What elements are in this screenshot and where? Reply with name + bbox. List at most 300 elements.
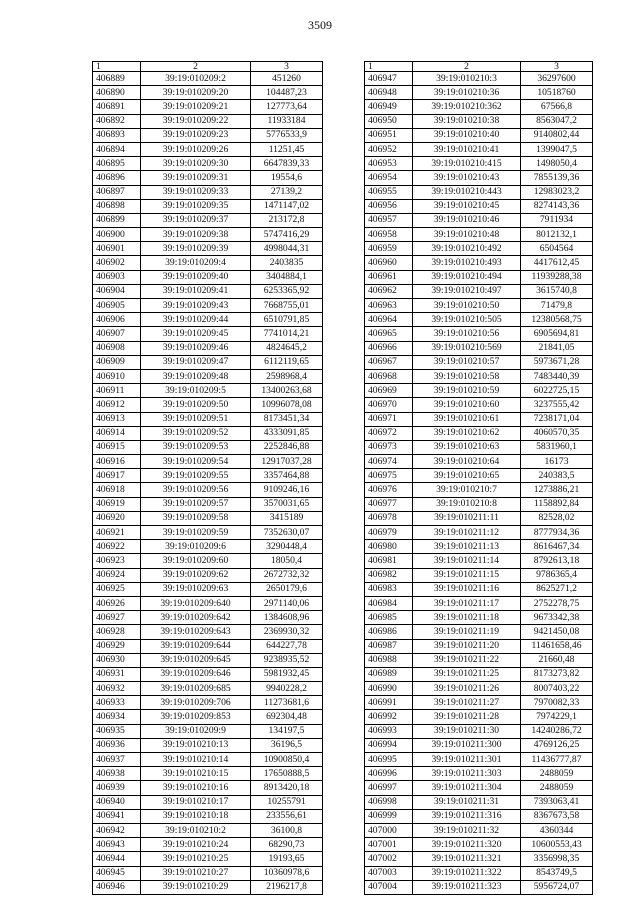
table-row <box>93 384 323 398</box>
cadastral-number: 39:19:010210:505 <box>413 313 521 327</box>
table-row <box>365 767 593 781</box>
table-row <box>93 696 323 710</box>
cadastral-value: 4417612,45 <box>521 256 593 270</box>
cadastral-value: 7483440,39 <box>521 369 593 383</box>
cadastral-number: 39:19:010211:20 <box>413 639 521 653</box>
table-row <box>365 426 593 440</box>
cadastral-number: 39:19:010210:60 <box>413 398 521 412</box>
row-number: 406904 <box>93 284 141 298</box>
row-number: 406965 <box>365 327 413 341</box>
table-row <box>93 554 323 568</box>
cadastral-value: 18050,4 <box>251 554 323 568</box>
cadastral-value: 8543749,5 <box>521 866 593 880</box>
cadastral-number: 39:19:010211:27 <box>413 696 521 710</box>
cadastral-value: 1158892,84 <box>521 497 593 511</box>
cadastral-number: 39:19:010209:58 <box>141 511 251 525</box>
row-number: 406931 <box>93 667 141 681</box>
table-row <box>365 384 593 398</box>
table-row <box>365 596 593 610</box>
cadastral-value: 11939288,38 <box>521 270 593 284</box>
row-number: 406957 <box>365 213 413 227</box>
cadastral-number: 39:19:010210:38 <box>413 114 521 128</box>
row-number: 406967 <box>365 355 413 369</box>
row-number: 406921 <box>93 526 141 540</box>
cadastral-number: 39:19:010211:25 <box>413 667 521 681</box>
cadastral-number: 39:19:010209:63 <box>141 582 251 596</box>
row-number: 406901 <box>93 242 141 256</box>
cadastral-value: 6647839,33 <box>251 157 323 171</box>
row-number: 406944 <box>93 852 141 866</box>
cadastral-number: 39:19:010209:56 <box>141 483 251 497</box>
cadastral-value: 104487,23 <box>251 86 323 100</box>
cadastral-number: 39:19:010210:25 <box>141 852 251 866</box>
row-number: 406984 <box>365 596 413 610</box>
table-row <box>93 710 323 724</box>
cadastral-number: 39:19:010211:12 <box>413 526 521 540</box>
table-row <box>93 256 323 270</box>
cadastral-value: 9421450,08 <box>521 625 593 639</box>
table-row <box>365 72 593 86</box>
row-number: 406926 <box>93 596 141 610</box>
cadastral-number: 39:19:010210:41 <box>413 142 521 156</box>
cadastral-value: 10900850,4 <box>251 753 323 767</box>
cadastral-number: 39:19:010210:494 <box>413 270 521 284</box>
cadastral-value: 3237555,42 <box>521 398 593 412</box>
table-row <box>365 582 593 596</box>
row-number: 406932 <box>93 682 141 696</box>
cadastral-number: 39:19:010209:62 <box>141 568 251 582</box>
row-number: 406980 <box>365 540 413 554</box>
cadastral-number: 39:19:010211:28 <box>413 710 521 724</box>
cadastral-value: 67566,8 <box>521 100 593 114</box>
cadastral-number: 39:19:010210:40 <box>413 128 521 142</box>
row-number: 406954 <box>365 171 413 185</box>
table-row <box>365 540 593 554</box>
table-row <box>365 440 593 454</box>
cadastral-number: 39:19:010209:4 <box>141 256 251 270</box>
row-number: 406986 <box>365 625 413 639</box>
cadastral-value: 11461658,46 <box>521 639 593 653</box>
cadastral-number: 39:19:010210:59 <box>413 384 521 398</box>
row-number: 406934 <box>93 710 141 724</box>
cadastral-table-left <box>92 61 323 895</box>
row-number: 406922 <box>93 540 141 554</box>
cadastral-value: 2650179,6 <box>251 582 323 596</box>
row-number: 406949 <box>365 100 413 114</box>
cadastral-number: 39:19:010209:41 <box>141 284 251 298</box>
column-header-3: 3 <box>521 62 593 72</box>
table-row <box>93 455 323 469</box>
cadastral-value: 10996078,08 <box>251 398 323 412</box>
table-row <box>93 497 323 511</box>
table-row <box>93 625 323 639</box>
cadastral-value: 233556,61 <box>251 809 323 823</box>
table-row <box>365 667 593 681</box>
row-number: 406897 <box>93 185 141 199</box>
cadastral-value: 8173273,82 <box>521 667 593 681</box>
row-number: 406964 <box>365 313 413 327</box>
table-row <box>93 185 323 199</box>
cadastral-value: 13400263,68 <box>251 384 323 398</box>
cadastral-value: 3356998,35 <box>521 852 593 866</box>
cadastral-number: 39:19:010209:51 <box>141 412 251 426</box>
cadastral-number: 39:19:010209:642 <box>141 611 251 625</box>
table-row <box>93 270 323 284</box>
row-number: 406923 <box>93 554 141 568</box>
table-row <box>93 880 323 894</box>
table-row <box>365 568 593 582</box>
table-row <box>365 157 593 171</box>
table-row <box>365 738 593 752</box>
cadastral-value: 7741014,21 <box>251 327 323 341</box>
row-number: 406891 <box>93 100 141 114</box>
table-row <box>365 313 593 327</box>
table-row <box>365 355 593 369</box>
cadastral-value: 8367673,58 <box>521 809 593 823</box>
cadastral-number: 39:19:010209:853 <box>141 710 251 724</box>
row-number: 406951 <box>365 128 413 142</box>
cadastral-number: 39:19:010209:43 <box>141 299 251 313</box>
cadastral-number: 39:19:010211:17 <box>413 596 521 610</box>
cadastral-value: 3404884,1 <box>251 270 323 284</box>
table-row <box>93 823 323 837</box>
row-number: 406924 <box>93 568 141 582</box>
cadastral-number: 39:19:010209:52 <box>141 426 251 440</box>
row-number: 406918 <box>93 483 141 497</box>
table-row <box>365 86 593 100</box>
row-number: 406999 <box>365 809 413 823</box>
row-number: 406981 <box>365 554 413 568</box>
cadastral-number: 39:19:010209:47 <box>141 355 251 369</box>
cadastral-value: 4060570,35 <box>521 426 593 440</box>
row-number: 407000 <box>365 823 413 837</box>
row-number: 406927 <box>93 611 141 625</box>
cadastral-value: 5776533,9 <box>251 128 323 142</box>
cadastral-number: 39:19:010211:300 <box>413 738 521 752</box>
cadastral-number: 39:19:010210:24 <box>141 838 251 852</box>
cadastral-value: 4824645,2 <box>251 341 323 355</box>
table-row <box>93 866 323 880</box>
table-row <box>365 838 593 852</box>
table-row <box>365 526 593 540</box>
table-row <box>93 540 323 554</box>
table-row <box>93 795 323 809</box>
cadastral-number: 39:19:010210:46 <box>413 213 521 227</box>
cadastral-number: 39:19:010211:321 <box>413 852 521 866</box>
table-row <box>365 398 593 412</box>
cadastral-number: 39:19:010209:44 <box>141 313 251 327</box>
table-row <box>93 142 323 156</box>
cadastral-number: 39:19:010209:37 <box>141 213 251 227</box>
row-number: 406892 <box>93 114 141 128</box>
row-number: 406906 <box>93 313 141 327</box>
cadastral-number: 39:19:010210:57 <box>413 355 521 369</box>
row-number: 406992 <box>365 710 413 724</box>
row-number: 406929 <box>93 639 141 653</box>
cadastral-number: 39:19:010210:13 <box>141 738 251 752</box>
row-number: 406917 <box>93 469 141 483</box>
table-row <box>365 795 593 809</box>
table-row <box>365 199 593 213</box>
table-row <box>93 284 323 298</box>
row-number: 406958 <box>365 228 413 242</box>
cadastral-value: 9940228,2 <box>251 682 323 696</box>
cadastral-value: 7911934 <box>521 213 593 227</box>
cadastral-table-right <box>364 61 593 895</box>
cadastral-value: 9140802,44 <box>521 128 593 142</box>
cadastral-value: 8274143,36 <box>521 199 593 213</box>
row-number: 406890 <box>93 86 141 100</box>
table-row <box>365 369 593 383</box>
row-number: 406910 <box>93 369 141 383</box>
row-number: 407003 <box>365 866 413 880</box>
table-row <box>365 455 593 469</box>
cadastral-value: 8012132,1 <box>521 228 593 242</box>
table-row <box>365 483 593 497</box>
table-row <box>93 171 323 185</box>
cadastral-number: 39:19:010211:15 <box>413 568 521 582</box>
table-row <box>93 809 323 823</box>
cadastral-value: 36297600 <box>521 72 593 86</box>
cadastral-number: 39:19:010209:645 <box>141 653 251 667</box>
cadastral-value: 8616467,34 <box>521 540 593 554</box>
table-row <box>93 483 323 497</box>
cadastral-number: 39:19:010210:17 <box>141 795 251 809</box>
row-number: 406953 <box>365 157 413 171</box>
table-row <box>93 100 323 114</box>
cadastral-value: 21660,48 <box>521 653 593 667</box>
row-number: 406979 <box>365 526 413 540</box>
cadastral-number: 39:19:010209:26 <box>141 142 251 156</box>
cadastral-number: 39:19:010210:50 <box>413 299 521 313</box>
cadastral-number: 39:19:010209:22 <box>141 114 251 128</box>
table-row <box>93 511 323 525</box>
table-row <box>365 682 593 696</box>
table-row <box>365 823 593 837</box>
row-number: 406997 <box>365 781 413 795</box>
table-row <box>365 611 593 625</box>
table-row <box>93 199 323 213</box>
table-header-row <box>93 62 323 72</box>
cadastral-number: 39:19:010211:22 <box>413 653 521 667</box>
cadastral-number: 39:19:010209:644 <box>141 639 251 653</box>
table-row <box>93 440 323 454</box>
row-number: 406996 <box>365 767 413 781</box>
cadastral-number: 39:19:010209:48 <box>141 369 251 383</box>
cadastral-number: 39:19:010209:23 <box>141 128 251 142</box>
row-number: 406985 <box>365 611 413 625</box>
table-row <box>93 242 323 256</box>
cadastral-number: 39:19:010210:36 <box>413 86 521 100</box>
cadastral-number: 39:19:010209:640 <box>141 596 251 610</box>
cadastral-number: 39:19:010211:31 <box>413 795 521 809</box>
table-row <box>93 398 323 412</box>
cadastral-number: 39:19:010211:18 <box>413 611 521 625</box>
cadastral-value: 36100,8 <box>251 823 323 837</box>
cadastral-value: 2252846,88 <box>251 440 323 454</box>
table-row <box>93 157 323 171</box>
table-row <box>93 639 323 653</box>
cadastral-number: 39:19:010209:40 <box>141 270 251 284</box>
row-number: 406899 <box>93 213 141 227</box>
cadastral-number: 39:19:010210:362 <box>413 100 521 114</box>
cadastral-value: 240383,5 <box>521 469 593 483</box>
row-number: 406994 <box>365 738 413 752</box>
cadastral-value: 451260 <box>251 72 323 86</box>
cadastral-value: 4333091,85 <box>251 426 323 440</box>
row-number: 407002 <box>365 852 413 866</box>
cadastral-number: 39:19:010211:13 <box>413 540 521 554</box>
table-row <box>93 313 323 327</box>
table-row <box>365 299 593 313</box>
table-row <box>365 185 593 199</box>
table-row <box>93 299 323 313</box>
table-row <box>93 469 323 483</box>
cadastral-value: 7352630,07 <box>251 526 323 540</box>
table-row <box>93 228 323 242</box>
cadastral-number: 39:19:010210:497 <box>413 284 521 298</box>
row-number: 406990 <box>365 682 413 696</box>
row-number: 406988 <box>365 653 413 667</box>
cadastral-number: 39:19:010210:58 <box>413 369 521 383</box>
row-number: 406896 <box>93 171 141 185</box>
cadastral-value: 9238935,52 <box>251 653 323 667</box>
row-number: 406943 <box>93 838 141 852</box>
cadastral-value: 3570031,65 <box>251 497 323 511</box>
cadastral-number: 39:19:010210:27 <box>141 866 251 880</box>
row-number: 406930 <box>93 653 141 667</box>
row-number: 406977 <box>365 497 413 511</box>
cadastral-value: 8173451,34 <box>251 412 323 426</box>
cadastral-number: 39:19:010209:59 <box>141 526 251 540</box>
cadastral-number: 39:19:010210:45 <box>413 199 521 213</box>
cadastral-number: 39:19:010209:55 <box>141 469 251 483</box>
cadastral-number: 39:19:010211:301 <box>413 753 521 767</box>
column-header-1: 1 <box>93 62 141 72</box>
cadastral-value: 17650888,5 <box>251 767 323 781</box>
cadastral-value: 5956724,07 <box>521 880 593 894</box>
cadastral-value: 10255791 <box>251 795 323 809</box>
cadastral-number: 39:19:010210:443 <box>413 185 521 199</box>
table-row <box>365 142 593 156</box>
row-number: 406956 <box>365 199 413 213</box>
row-number: 406998 <box>365 795 413 809</box>
table-row <box>365 511 593 525</box>
cadastral-value: 3415189 <box>251 511 323 525</box>
cadastral-value: 14240286,72 <box>521 724 593 738</box>
table-row <box>365 256 593 270</box>
table-row <box>365 724 593 738</box>
cadastral-number: 39:19:010210:493 <box>413 256 521 270</box>
cadastral-number: 39:19:010209:50 <box>141 398 251 412</box>
table-row <box>93 738 323 752</box>
row-number: 406935 <box>93 724 141 738</box>
row-number: 406920 <box>93 511 141 525</box>
row-number: 406912 <box>93 398 141 412</box>
table-row <box>93 852 323 866</box>
cadastral-number: 39:19:010209:53 <box>141 440 251 454</box>
cadastral-number: 39:19:010211:16 <box>413 582 521 596</box>
cadastral-value: 1399047,5 <box>521 142 593 156</box>
table-row <box>365 213 593 227</box>
row-number: 406959 <box>365 242 413 256</box>
table-row <box>365 696 593 710</box>
table-row <box>93 838 323 852</box>
table-row <box>365 270 593 284</box>
cadastral-number: 39:19:010210:43 <box>413 171 521 185</box>
row-number: 406941 <box>93 809 141 823</box>
table-row <box>93 667 323 681</box>
row-number: 406995 <box>365 753 413 767</box>
cadastral-number: 39:19:010210:7 <box>413 483 521 497</box>
row-number: 406908 <box>93 341 141 355</box>
cadastral-number: 39:19:010209:31 <box>141 171 251 185</box>
cadastral-value: 7974229,1 <box>521 710 593 724</box>
cadastral-value: 11436777,87 <box>521 753 593 767</box>
cadastral-value: 134197,5 <box>251 724 323 738</box>
table-row <box>365 554 593 568</box>
cadastral-value: 2752278,75 <box>521 596 593 610</box>
table-row <box>93 753 323 767</box>
cadastral-number: 39:19:010210:64 <box>413 455 521 469</box>
table-row <box>365 639 593 653</box>
row-number: 406945 <box>93 866 141 880</box>
cadastral-value: 10360978,6 <box>251 866 323 880</box>
table-row <box>365 753 593 767</box>
row-number: 406909 <box>93 355 141 369</box>
cadastral-value: 2403835 <box>251 256 323 270</box>
row-number: 406962 <box>365 284 413 298</box>
table-row <box>365 809 593 823</box>
cadastral-number: 39:19:010211:30 <box>413 724 521 738</box>
cadastral-value: 7668755,01 <box>251 299 323 313</box>
cadastral-value: 19554,6 <box>251 171 323 185</box>
cadastral-number: 39:19:010211:19 <box>413 625 521 639</box>
table-row <box>365 710 593 724</box>
row-number: 406942 <box>93 823 141 837</box>
table-row <box>365 625 593 639</box>
row-number: 406975 <box>365 469 413 483</box>
cadastral-value: 12983023,2 <box>521 185 593 199</box>
cadastral-number: 39:19:010210:56 <box>413 327 521 341</box>
cadastral-number: 39:19:010210:3 <box>413 72 521 86</box>
cadastral-number: 39:19:010209:54 <box>141 455 251 469</box>
cadastral-value: 7970082,33 <box>521 696 593 710</box>
cadastral-number: 39:19:010209:21 <box>141 100 251 114</box>
cadastral-value: 27139,2 <box>251 185 323 199</box>
row-number: 406937 <box>93 753 141 767</box>
cadastral-value: 5747416,29 <box>251 228 323 242</box>
table-row <box>365 171 593 185</box>
table-row <box>93 653 323 667</box>
cadastral-number: 39:19:010210:415 <box>413 157 521 171</box>
cadastral-value: 1471147,02 <box>251 199 323 213</box>
table-row <box>365 114 593 128</box>
cadastral-number: 39:19:010209:643 <box>141 625 251 639</box>
cadastral-value: 12380568,75 <box>521 313 593 327</box>
cadastral-value: 644227,78 <box>251 639 323 653</box>
row-number: 406978 <box>365 511 413 525</box>
cadastral-number: 39:19:010210:8 <box>413 497 521 511</box>
cadastral-number: 39:19:010209:60 <box>141 554 251 568</box>
row-number: 406893 <box>93 128 141 142</box>
table-row <box>93 724 323 738</box>
cadastral-value: 7855139,36 <box>521 171 593 185</box>
cadastral-number: 39:19:010211:32 <box>413 823 521 837</box>
cadastral-number: 39:19:010209:57 <box>141 497 251 511</box>
cadastral-number: 39:19:010210:569 <box>413 341 521 355</box>
column-header-3: 3 <box>251 62 323 72</box>
